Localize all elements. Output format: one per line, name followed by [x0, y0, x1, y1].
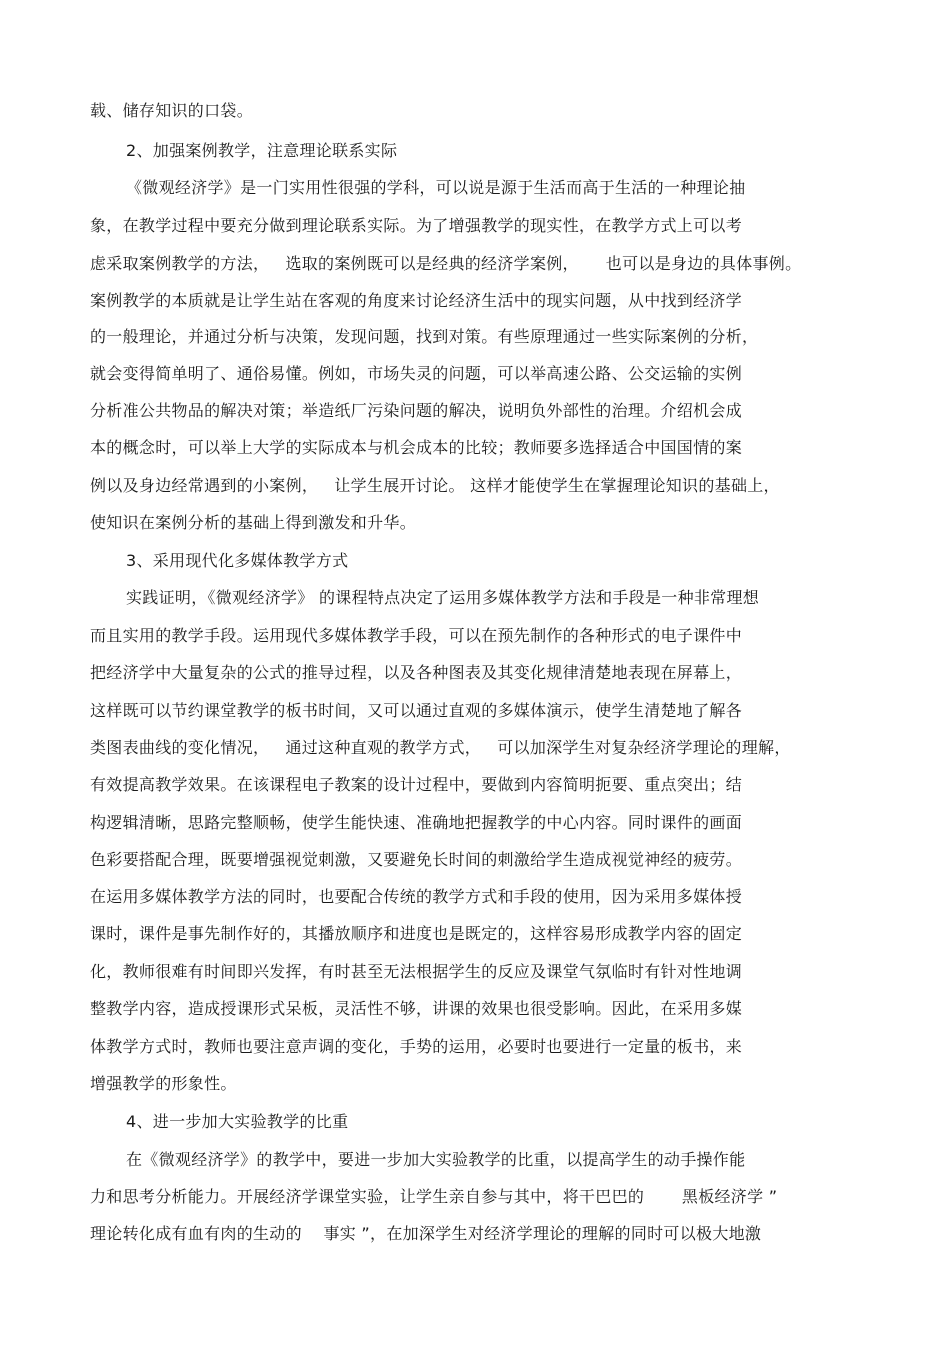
- text-line: 这样既可以节约课堂教学的板书时间，又可以通过直观的多媒体演示，使学生清楚地了解各: [90, 701, 743, 720]
- text-line: 增强教学的形象性。: [90, 1074, 237, 1093]
- text-line: 理论转化成有血有肉的生动的 事实 ”，在加深学生对经济学理论的理解的同时可以极大地激: [90, 1224, 762, 1243]
- section-heading: 2、加强案例教学，注意理论联系实际: [126, 141, 398, 160]
- text-line: 整教学内容，造成授课形式呆板，灵活性不够，讲课的效果也很受影响。因此，在采用多媒: [90, 999, 743, 1018]
- section-heading: 3、采用现代化多媒体教学方式: [126, 551, 349, 570]
- text-line: 例以及身边经常遇到的小案例， 让学生展开讨论。 这样才能使学生在掌握理论知识的基础上，: [90, 476, 780, 495]
- text-line: 在运用多媒体教学方法的同时，也要配合传统的教学方式和手段的使用，因为采用多媒体授: [90, 887, 743, 906]
- text-line: 有效提高教学效果。在该课程电子教案的设计过程中，要做到内容简明扼要、重点突出；结: [90, 775, 743, 794]
- text-line: 而且实用的教学手段。运用现代多媒体教学手段，可以在预先制作的各种形式的电子课件中: [90, 626, 743, 645]
- text-line: 使知识在案例分析的基础上得到激发和升华。: [90, 513, 417, 532]
- paragraph-start: 实践证明，《微观经济学》 的课程特点决定了运用多媒体教学方法和手段是一种非常理想: [126, 588, 760, 607]
- text-line: 分析准公共物品的解决对策；举造纸厂污染问题的解决，说明负外部性的治理。介绍机会成: [90, 401, 743, 420]
- paragraph-start: 在《微观经济学》的教学中，要进一步加大实验教学的比重，以提高学生的动手操作能: [126, 1150, 746, 1169]
- text-line: 色彩要搭配合理，既要增强视觉刺激，又要避免长时间的刺激给学生造成视觉神经的疲劳。: [90, 850, 743, 869]
- text-line: 案例教学的本质就是让学生站在客观的角度来讨论经济生活中的现实问题，从中找到经济学: [90, 291, 743, 310]
- text-line: 课时，课件是事先制作好的，其播放顺序和进度也是既定的，这样容易形成教学内容的固定: [90, 924, 743, 943]
- text-line: 本的概念时，可以举上大学的实际成本与机会成本的比较；教师要多选择适合中国国情的案: [90, 438, 743, 457]
- text-line: 体教学方式时，教师也要注意声调的变化，手势的运用，必要时也要进行一定量的板书，来: [90, 1037, 743, 1056]
- paragraph-start: 《微观经济学》是一门实用性很强的学科，可以说是源于生活而高于生活的一种理论抽: [126, 178, 746, 197]
- text-line: 构逻辑清晰，思路完整顺畅，使学生能快速、准确地把握教学的中心内容。同时课件的画面: [90, 813, 743, 832]
- text-line: 虑采取案例教学的方法， 选取的案例既可以是经典的经济学案例， 也可以是身边的具体事例。: [90, 254, 802, 273]
- text-line: 的一般理论，并通过分析与决策，发现问题，找到对策。有些原理通过一些实际案例的分析，: [90, 327, 759, 346]
- section-heading: 4、进一步加大实验教学的比重: [126, 1112, 349, 1131]
- text-line: 力和思考分析能力。开展经济学课堂实验，让学生亲自参与其中，将干巴巴的 黑板经济学 ”: [90, 1187, 778, 1206]
- text-line: 象，在教学过程中要充分做到理论联系实际。为了增强教学的现实性，在教学方式上可以考: [90, 216, 743, 235]
- text-line: 把经济学中大量复杂的公式的推导过程，以及各种图表及其变化规律清楚地表现在屏幕上，: [90, 663, 743, 682]
- text-line: 载、储存知识的口袋。: [90, 101, 254, 120]
- text-line: 类图表曲线的变化情况， 通过这种直观的教学方式， 可以加深学生对复杂经济学理论的理解，: [90, 738, 791, 757]
- text-line: 化，教师很难有时间即兴发挥，有时甚至无法根据学生的反应及课堂气氛临时有针对性地调: [90, 962, 743, 981]
- text-line: 就会变得简单明了、通俗易懂。例如，市场失灵的问题，可以举高速公路、公交运输的实例: [90, 364, 743, 383]
